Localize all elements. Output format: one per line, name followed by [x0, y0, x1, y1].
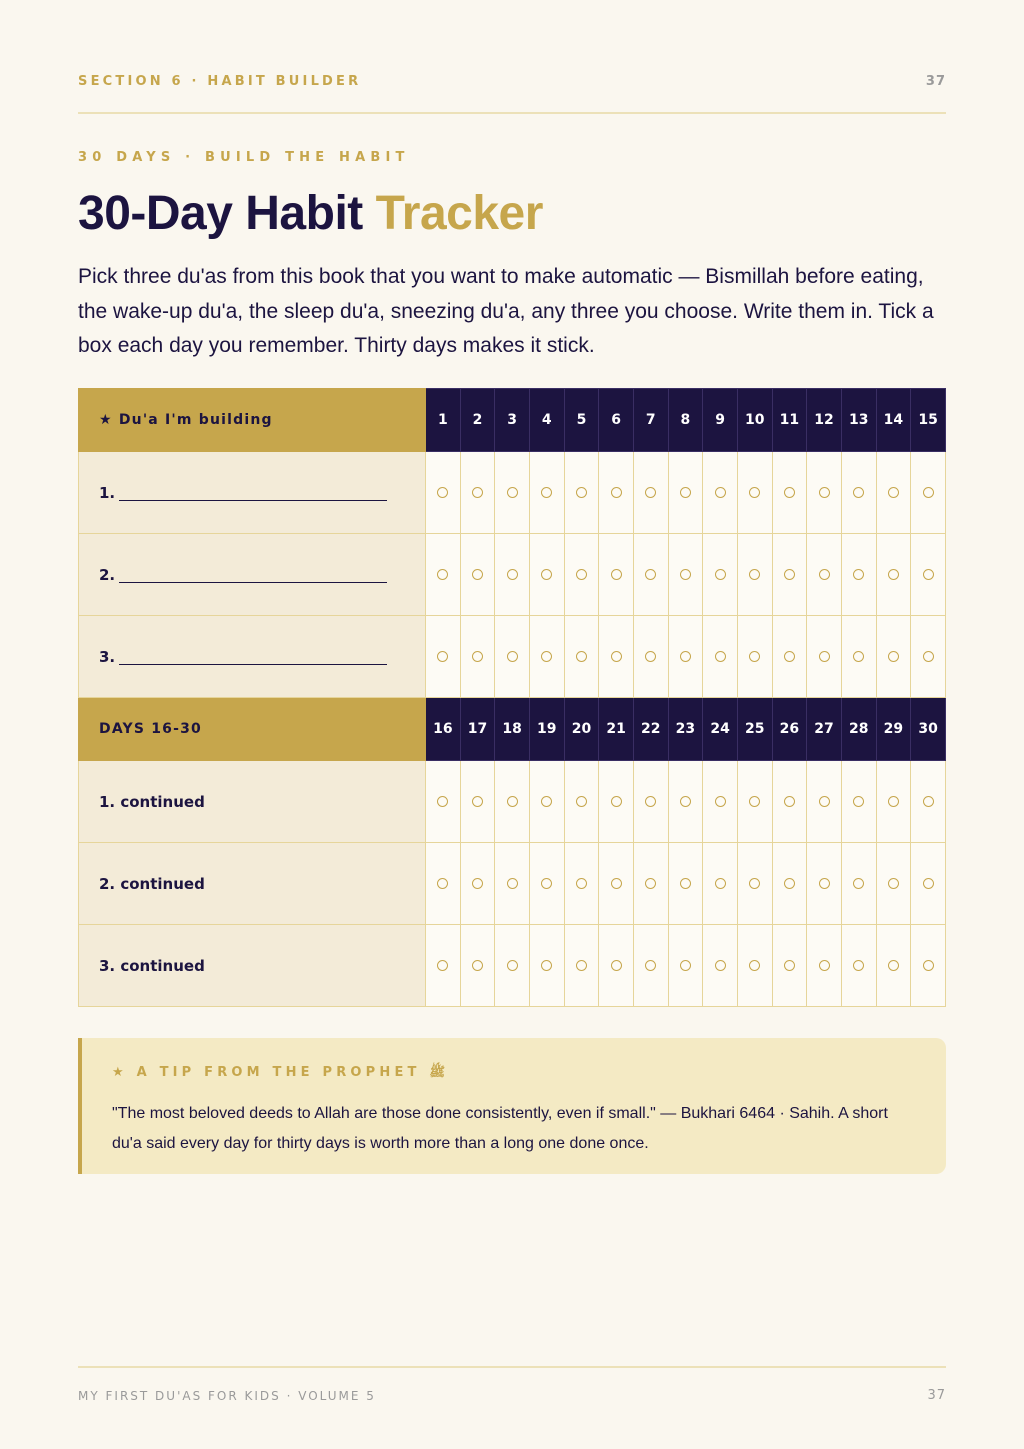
dua-label	[79, 925, 426, 1007]
tick-circle-icon[interactable]	[715, 960, 726, 971]
day-header: 29	[876, 698, 911, 761]
day-header: 23	[668, 698, 703, 761]
tick-circle-icon[interactable]	[853, 487, 864, 498]
tick-circle-icon[interactable]	[507, 651, 518, 662]
tick-circle-icon[interactable]	[611, 569, 622, 580]
tick-cell[interactable]	[911, 616, 946, 698]
tick-cell[interactable]	[564, 925, 599, 1007]
day-header: 9	[703, 389, 738, 452]
tick-circle-icon[interactable]	[923, 487, 934, 498]
page-title	[78, 186, 543, 241]
day-header: 19	[529, 698, 564, 761]
tick-cell[interactable]	[876, 843, 911, 925]
tick-circle-icon[interactable]	[784, 651, 795, 662]
tick-circle-icon[interactable]	[437, 569, 448, 580]
tick-cell[interactable]	[495, 761, 530, 843]
tip-title: ★ A TIP FROM THE PROPHET ﷺ	[112, 1065, 446, 1080]
tick-cell[interactable]	[529, 534, 564, 616]
tick-circle-icon[interactable]	[853, 651, 864, 662]
table-row	[79, 616, 946, 698]
tick-circle-icon[interactable]	[680, 487, 691, 498]
tick-cell[interactable]	[495, 616, 530, 698]
tick-circle-icon[interactable]	[507, 878, 518, 889]
table-row	[79, 452, 946, 534]
tick-cell[interactable]	[564, 452, 599, 534]
tick-cell[interactable]	[426, 925, 461, 1007]
tick-circle-icon[interactable]	[715, 487, 726, 498]
day-header: 14	[876, 389, 911, 452]
tick-circle-icon[interactable]	[819, 878, 830, 889]
tick-circle-icon[interactable]	[576, 569, 587, 580]
tick-circle-icon[interactable]	[923, 960, 934, 971]
day-header: 21	[599, 698, 634, 761]
dua-number: 3. continued	[99, 956, 205, 975]
day-header: 16	[426, 698, 461, 761]
tick-circle-icon[interactable]	[576, 487, 587, 498]
tick-cell[interactable]	[460, 452, 495, 534]
tick-cell[interactable]	[807, 761, 842, 843]
tracker-header-label: ★ Du'a I'm building	[79, 389, 426, 452]
tick-circle-icon[interactable]	[853, 878, 864, 889]
header-divider	[78, 112, 946, 114]
tick-cell[interactable]	[841, 925, 876, 1007]
tick-cell[interactable]	[911, 925, 946, 1007]
page-header	[78, 74, 946, 89]
table-row	[79, 925, 946, 1007]
tick-circle-icon[interactable]	[576, 651, 587, 662]
dua-label	[79, 843, 426, 925]
day-header: 3	[495, 389, 530, 452]
tip-text: "The most beloved deeds to Allah are those done consistently, even if small." — Bukhari 6464 · Sahih. A short du'a said every day for thirty days is worth more than a long one done once.	[112, 1105, 888, 1152]
tick-circle-icon[interactable]	[888, 487, 899, 498]
tick-cell[interactable]	[599, 761, 634, 843]
tick-cell[interactable]	[668, 534, 703, 616]
tick-cell[interactable]	[495, 534, 530, 616]
tick-cell[interactable]	[495, 925, 530, 1007]
tick-cell[interactable]	[911, 534, 946, 616]
tick-circle-icon[interactable]	[819, 796, 830, 807]
tick-cell[interactable]	[772, 843, 807, 925]
tick-cell[interactable]	[772, 925, 807, 1007]
tick-circle-icon[interactable]	[784, 960, 795, 971]
tick-circle-icon[interactable]	[437, 960, 448, 971]
tick-circle-icon[interactable]	[437, 878, 448, 889]
tick-cell[interactable]	[426, 616, 461, 698]
tracker-header-label: DAYS 16-30	[79, 698, 426, 761]
dua-number: 3.	[99, 647, 116, 666]
tick-circle-icon[interactable]	[715, 651, 726, 662]
tick-cell[interactable]	[529, 761, 564, 843]
tick-cell[interactable]	[426, 534, 461, 616]
tick-cell[interactable]	[633, 452, 668, 534]
tick-circle-icon[interactable]	[680, 878, 691, 889]
day-header: 24	[703, 698, 738, 761]
tick-cell[interactable]	[807, 843, 842, 925]
tick-circle-icon[interactable]	[576, 960, 587, 971]
day-header: 26	[772, 698, 807, 761]
tick-cell[interactable]	[426, 452, 461, 534]
tick-circle-icon[interactable]	[888, 651, 899, 662]
day-header: 22	[633, 698, 668, 761]
day-header: 7	[633, 389, 668, 452]
tick-circle-icon[interactable]	[749, 960, 760, 971]
tick-circle-icon[interactable]	[611, 878, 622, 889]
tick-circle-icon[interactable]	[472, 960, 483, 971]
dua-label[interactable]	[79, 616, 426, 698]
tick-cell[interactable]	[564, 843, 599, 925]
tick-circle-icon[interactable]	[472, 651, 483, 662]
tick-circle-icon[interactable]	[576, 796, 587, 807]
day-header: 18	[495, 698, 530, 761]
tick-cell[interactable]	[564, 534, 599, 616]
tick-circle-icon[interactable]	[437, 796, 448, 807]
tick-circle-icon[interactable]	[819, 651, 830, 662]
dua-number: 2. continued	[99, 874, 205, 893]
tick-circle-icon[interactable]	[853, 569, 864, 580]
tick-circle-icon[interactable]	[507, 960, 518, 971]
tick-circle-icon[interactable]	[472, 796, 483, 807]
tick-circle-icon[interactable]	[888, 569, 899, 580]
day-header: 5	[564, 389, 599, 452]
tick-circle-icon[interactable]	[645, 651, 656, 662]
tick-cell[interactable]	[772, 534, 807, 616]
tick-circle-icon[interactable]	[888, 796, 899, 807]
tick-cell[interactable]	[876, 452, 911, 534]
tick-circle-icon[interactable]	[749, 569, 760, 580]
tick-circle-icon[interactable]	[715, 796, 726, 807]
tick-circle-icon[interactable]	[437, 651, 448, 662]
day-header: 30	[911, 698, 946, 761]
tick-circle-icon[interactable]	[819, 569, 830, 580]
tick-cell[interactable]	[876, 761, 911, 843]
tick-cell[interactable]	[807, 452, 842, 534]
day-header: 13	[841, 389, 876, 452]
tick-circle-icon[interactable]	[715, 569, 726, 580]
day-header: 27	[807, 698, 842, 761]
footer-divider	[78, 1366, 946, 1368]
tick-cell[interactable]	[703, 925, 738, 1007]
tick-cell[interactable]	[495, 843, 530, 925]
tick-cell[interactable]	[564, 761, 599, 843]
tick-cell[interactable]	[807, 616, 842, 698]
dua-number: 1.	[99, 483, 116, 502]
tick-circle-icon[interactable]	[888, 960, 899, 971]
tick-circle-icon[interactable]	[923, 796, 934, 807]
day-header: 28	[841, 698, 876, 761]
tick-circle-icon[interactable]	[784, 487, 795, 498]
day-header: 25	[737, 698, 772, 761]
tick-cell[interactable]	[564, 616, 599, 698]
tick-cell[interactable]	[841, 452, 876, 534]
tick-circle-icon[interactable]	[819, 487, 830, 498]
tick-cell[interactable]	[772, 616, 807, 698]
tick-circle-icon[interactable]	[507, 796, 518, 807]
dua-label	[79, 761, 426, 843]
table-row	[79, 843, 946, 925]
write-in-line[interactable]	[119, 582, 387, 583]
tick-circle-icon[interactable]	[784, 878, 795, 889]
tick-cell[interactable]	[633, 534, 668, 616]
tick-circle-icon[interactable]	[611, 960, 622, 971]
tick-cell[interactable]	[703, 452, 738, 534]
tick-circle-icon[interactable]	[541, 796, 552, 807]
footer-book-title: MY FIRST DU'AS FOR KIDS · VOLUME 5	[78, 1388, 376, 1403]
tick-cell[interactable]	[911, 452, 946, 534]
tick-circle-icon[interactable]	[645, 960, 656, 971]
tick-circle-icon[interactable]	[888, 878, 899, 889]
write-in-line[interactable]	[119, 664, 387, 665]
tick-cell[interactable]	[807, 925, 842, 1007]
tick-cell[interactable]	[668, 925, 703, 1007]
tick-circle-icon[interactable]	[611, 796, 622, 807]
tick-cell[interactable]	[737, 761, 772, 843]
tick-cell[interactable]	[737, 925, 772, 1007]
tick-cell[interactable]	[772, 452, 807, 534]
title-accent: Tracker	[375, 187, 543, 240]
tick-circle-icon[interactable]	[749, 651, 760, 662]
tick-cell[interactable]	[703, 761, 738, 843]
tick-cell[interactable]	[599, 534, 634, 616]
day-header: 17	[460, 698, 495, 761]
dua-number: 2.	[99, 565, 116, 584]
tick-circle-icon[interactable]	[749, 878, 760, 889]
tick-circle-icon[interactable]	[784, 569, 795, 580]
tick-cell[interactable]	[668, 843, 703, 925]
tick-circle-icon[interactable]	[715, 878, 726, 889]
habit-tracker-table	[78, 388, 946, 1007]
tick-cell[interactable]	[841, 534, 876, 616]
day-header: 6	[599, 389, 634, 452]
tick-circle-icon[interactable]	[784, 796, 795, 807]
tick-cell[interactable]	[460, 534, 495, 616]
tick-cell[interactable]	[426, 843, 461, 925]
table-row	[79, 761, 946, 843]
tick-cell[interactable]	[737, 843, 772, 925]
tick-cell[interactable]	[668, 616, 703, 698]
tick-cell[interactable]	[599, 616, 634, 698]
tick-circle-icon[interactable]	[541, 878, 552, 889]
tick-circle-icon[interactable]	[680, 796, 691, 807]
tick-cell[interactable]	[841, 843, 876, 925]
tick-circle-icon[interactable]	[541, 569, 552, 580]
dua-number: 1. continued	[99, 792, 205, 811]
write-in-line[interactable]	[119, 500, 387, 501]
table-row	[79, 534, 946, 616]
tick-cell[interactable]	[460, 761, 495, 843]
tick-cell[interactable]	[633, 925, 668, 1007]
tip-box	[78, 1038, 946, 1174]
tick-circle-icon[interactable]	[645, 487, 656, 498]
tick-cell[interactable]	[529, 616, 564, 698]
tick-cell[interactable]	[737, 616, 772, 698]
day-header: 2	[460, 389, 495, 452]
tick-circle-icon[interactable]	[437, 487, 448, 498]
tick-circle-icon[interactable]	[472, 487, 483, 498]
tick-circle-icon[interactable]	[541, 960, 552, 971]
tick-circle-icon[interactable]	[749, 487, 760, 498]
tick-circle-icon[interactable]	[680, 651, 691, 662]
tick-cell[interactable]	[529, 925, 564, 1007]
tick-circle-icon[interactable]	[645, 796, 656, 807]
tick-cell[interactable]	[599, 925, 634, 1007]
tick-cell[interactable]	[841, 616, 876, 698]
tick-circle-icon[interactable]	[680, 569, 691, 580]
tick-circle-icon[interactable]	[541, 487, 552, 498]
day-header: 12	[807, 389, 842, 452]
tick-circle-icon[interactable]	[611, 487, 622, 498]
tick-cell[interactable]	[876, 534, 911, 616]
tick-circle-icon[interactable]	[472, 569, 483, 580]
tracker-header-row	[79, 389, 946, 452]
tick-cell[interactable]	[911, 843, 946, 925]
tick-cell[interactable]	[911, 761, 946, 843]
tick-circle-icon[interactable]	[819, 960, 830, 971]
section-label: SECTION 6 · HABIT BUILDER	[78, 74, 362, 89]
day-header: 8	[668, 389, 703, 452]
tick-circle-icon[interactable]	[923, 569, 934, 580]
kicker: 30 DAYS · BUILD THE HABIT	[78, 150, 410, 165]
tick-circle-icon[interactable]	[853, 796, 864, 807]
tick-cell[interactable]	[460, 616, 495, 698]
tick-cell[interactable]	[876, 925, 911, 1007]
tick-cell[interactable]	[876, 616, 911, 698]
tick-cell[interactable]	[703, 843, 738, 925]
tick-circle-icon[interactable]	[576, 878, 587, 889]
tick-cell[interactable]	[772, 761, 807, 843]
tick-circle-icon[interactable]	[923, 878, 934, 889]
day-header: 20	[564, 698, 599, 761]
tick-cell[interactable]	[529, 452, 564, 534]
footer-page-number: 37	[927, 1388, 946, 1403]
tick-circle-icon[interactable]	[853, 960, 864, 971]
tick-cell[interactable]	[529, 843, 564, 925]
tick-cell[interactable]	[633, 616, 668, 698]
dua-label[interactable]	[79, 534, 426, 616]
tracker-header-row	[79, 698, 946, 761]
tick-cell[interactable]	[807, 534, 842, 616]
title-main: 30-Day Habit	[78, 187, 376, 240]
day-header: 11	[772, 389, 807, 452]
tick-circle-icon[interactable]	[507, 569, 518, 580]
day-header: 10	[737, 389, 772, 452]
tick-cell[interactable]	[633, 843, 668, 925]
tick-cell[interactable]	[599, 452, 634, 534]
tick-circle-icon[interactable]	[507, 487, 518, 498]
tick-circle-icon[interactable]	[472, 878, 483, 889]
tick-cell[interactable]	[737, 452, 772, 534]
tick-cell[interactable]	[703, 616, 738, 698]
tick-circle-icon[interactable]	[611, 651, 622, 662]
tick-cell[interactable]	[668, 452, 703, 534]
tick-cell[interactable]	[737, 534, 772, 616]
tick-cell[interactable]	[703, 534, 738, 616]
tick-cell[interactable]	[633, 761, 668, 843]
tick-cell[interactable]	[668, 761, 703, 843]
tick-circle-icon[interactable]	[541, 651, 552, 662]
tick-cell[interactable]	[841, 761, 876, 843]
tick-cell[interactable]	[460, 843, 495, 925]
tick-circle-icon[interactable]	[923, 651, 934, 662]
day-header: 15	[911, 389, 946, 452]
day-header: 1	[426, 389, 461, 452]
dua-label[interactable]	[79, 452, 426, 534]
page-footer	[78, 1388, 946, 1403]
tick-cell[interactable]	[495, 452, 530, 534]
tick-circle-icon[interactable]	[749, 796, 760, 807]
tick-cell[interactable]	[426, 761, 461, 843]
header-page-number: 37	[925, 74, 946, 89]
day-header: 4	[529, 389, 564, 452]
tick-cell[interactable]	[599, 843, 634, 925]
intro-paragraph: Pick three du'as from this book that you want to make automatic — Bismillah before eating, the wake-up du'a, the sleep du'a, sneezing du'a, any three you choose. Write them in. Tick a box each day you remember. Thirty days makes it stick.	[78, 265, 934, 357]
tick-circle-icon[interactable]	[645, 569, 656, 580]
tick-circle-icon[interactable]	[645, 878, 656, 889]
tick-cell[interactable]	[460, 925, 495, 1007]
tick-circle-icon[interactable]	[680, 960, 691, 971]
